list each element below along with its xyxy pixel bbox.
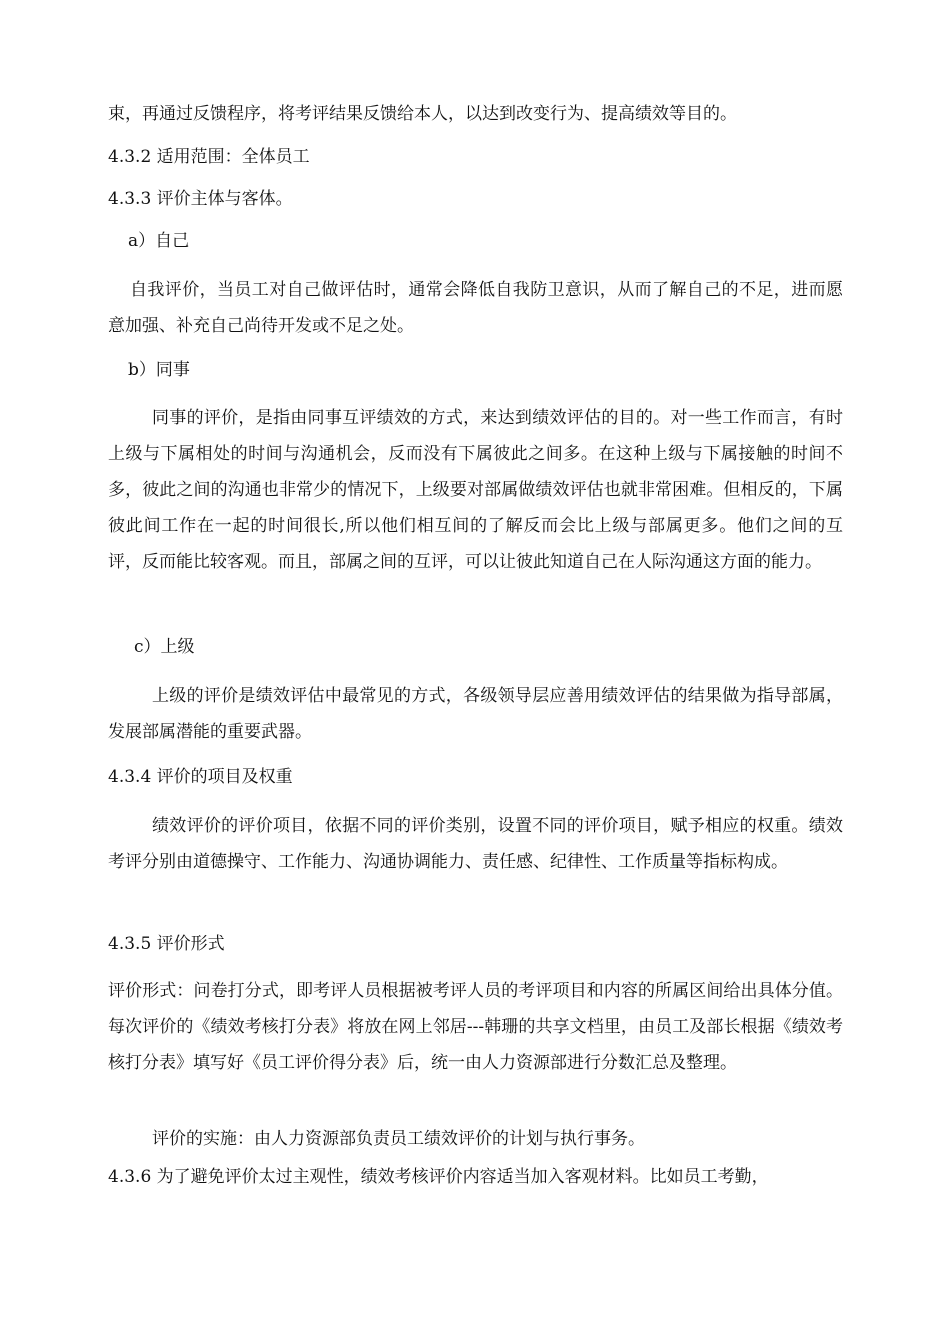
paragraph-evaluation-items: 绩效评价的评价项目，依据不同的评价类别，设置不同的评价项目，赋予相应的权重。绩效考评分别由道德操守、工作能力、沟通协调能力、责任感、纪律性、工作质量等指标构成。 — [108, 816, 843, 872]
section-heading-4-3-3: 4.3.3 评价主体与客体。 — [108, 189, 293, 209]
section-heading-4-3-2: 4.3.2 适用范围：全体员工 — [108, 147, 310, 167]
item-b-label: b）同事 — [128, 360, 190, 380]
paragraph-evaluation-form: 评价形式：问卷打分式，即考评人员根据被考评人员的考评项目和内容的所属区间给出具体分值。每次评价的《绩效考核打分表》将放在网上邻居---韩珊的共享文档里，由员工及部长根据《绩效考核打分表》填写好《员工评价得分表》后，统一由人力资源部进行分数汇总及整理。 — [108, 981, 843, 1073]
section-heading-4-3-4: 4.3.4 评价的项目及权重 — [108, 767, 293, 787]
section-heading-4-3-6: 4.3.6 为了避免评价太过主观性，绩效考核评价内容适当加入客观材料。比如员工考勤， — [108, 1167, 769, 1187]
paragraph-self-evaluation: 自我评价，当员工对自己做评估时，通常会降低自我防卫意识，从而了解自己的不足，进而愿意加强、补充自己尚待开发或不足之处。 — [108, 280, 843, 336]
paragraph-superior-evaluation: 上级的评价是绩效评估中最常见的方式，各级领导层应善用绩效评估的结果做为指导部属，发展部属潜能的重要武器。 — [108, 686, 843, 742]
section-heading-4-3-5: 4.3.5 评价形式 — [108, 934, 225, 954]
paragraph-continuation: 束，再通过反馈程序，将考评结果反馈给本人，以达到改变行为、提高绩效等目的。 — [108, 104, 737, 124]
item-a-label: a）自己 — [128, 231, 190, 251]
paragraph-peer-evaluation: 同事的评价，是指由同事互评绩效的方式，来达到绩效评估的目的。对一些工作而言，有时上级与下属相处的时间与沟通机会，反而没有下属彼此之间多。在这种上级与下属接触的时间不多，彼此之间的沟通也非常少的情况下，上级要对部属做绩效评估也就非常困难。但相反的，下属彼此间工作在一起的时间很长,所以他们相互间的了解反而会比上级与部属更多。他们之间的互评，反而能比较客观。而且，部属之间的互评，可以让彼此知道自己在人际沟通这方面的能力。 — [108, 408, 843, 572]
item-c-label: c）上级 — [134, 637, 195, 657]
paragraph-evaluation-implementation: 评价的实施：由人力资源部负责员工绩效评价的计划与执行事务。 — [152, 1129, 645, 1149]
